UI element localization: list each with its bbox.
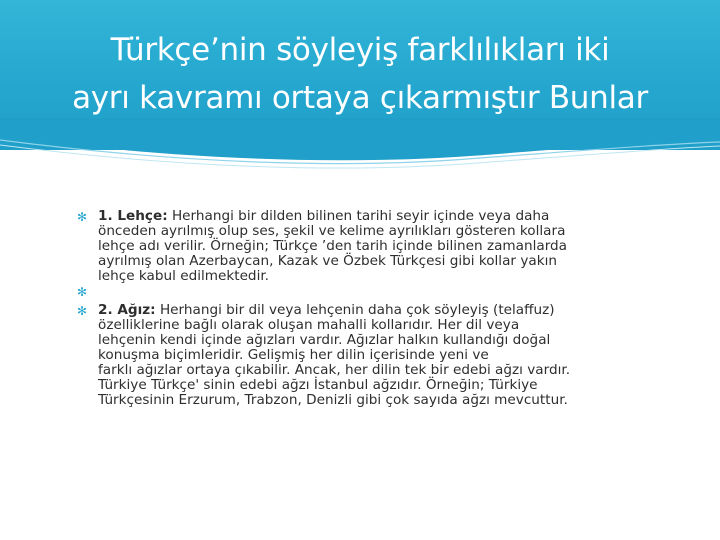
bullet-text-line: Türkiye Türkçe' sinin edebi ağzı İstanbul ağzıdır. Örneğin; Türkiye: [98, 377, 538, 393]
bullet-text-line: önceden ayrılmış olup ses, şekil ve kelime ayrılıkları gösteren kollara: [98, 223, 566, 239]
title-line-2: ayrı kavramı ortaya çıkarmıştır Bunlar: [72, 80, 648, 116]
bullet-text-line: Herhangi bir dil veya lehçenin daha çok söyleyiş (telaffuz): [155, 302, 555, 318]
bullet-text-line: Herhangi bir dilden bilinen tarihi seyir içinde veya daha: [167, 208, 550, 224]
bullet-text-line: özelliklerine bağlı olarak oluşan mahalli kollarıdır. Her dil veya: [98, 317, 520, 333]
title-line-1: Türkçe’nin söyleyiş farklılıkları iki: [110, 32, 610, 68]
asterisk-icon: ✻: [77, 304, 88, 318]
bullet-lehce: [74, 209, 660, 284]
bullet-text-line: konuşma biçimleridir. Gelişmiş her dilin içerisinde yeni ve: [98, 347, 489, 363]
asterisk-icon: ✻: [77, 285, 88, 299]
bullet-lead: 2. Ağız:: [98, 302, 156, 318]
bullet-text-line: farklı ağızlar ortaya çıkabilir. Ancak, her dilin tek bir edebi ağzı vardır.: [98, 362, 571, 378]
bullet-agiz: [74, 303, 660, 408]
bullet-text-line: lehçe kabul edilmektedir.: [98, 268, 270, 284]
wave-decoration: [0, 118, 720, 174]
bullet-text-line: lehçenin kendi içinde ağızları vardır. Ağızlar halkın kullandığı doğal: [98, 332, 551, 348]
bullet-empty: [74, 284, 660, 303]
bullet-text-line: ayrılmış olan Azerbaycan, Kazak ve Özbek Türkçesi gibi kollar yakın: [98, 253, 557, 269]
bullet-lead: 1. Lehçe:: [98, 208, 168, 224]
asterisk-icon: ✻: [77, 210, 88, 224]
bullet-text-line: Türkçesinin Erzurum, Trabzon, Denizli gibi çok sayıda ağzı mevcuttur.: [98, 392, 568, 408]
bullet-text-line: lehçe adı verilir. Örneğin; Türkçe ’den tarih içinde bilinen zamanlarda: [98, 238, 568, 254]
slide-title: [0, 26, 720, 122]
bullet-list: [74, 209, 660, 408]
